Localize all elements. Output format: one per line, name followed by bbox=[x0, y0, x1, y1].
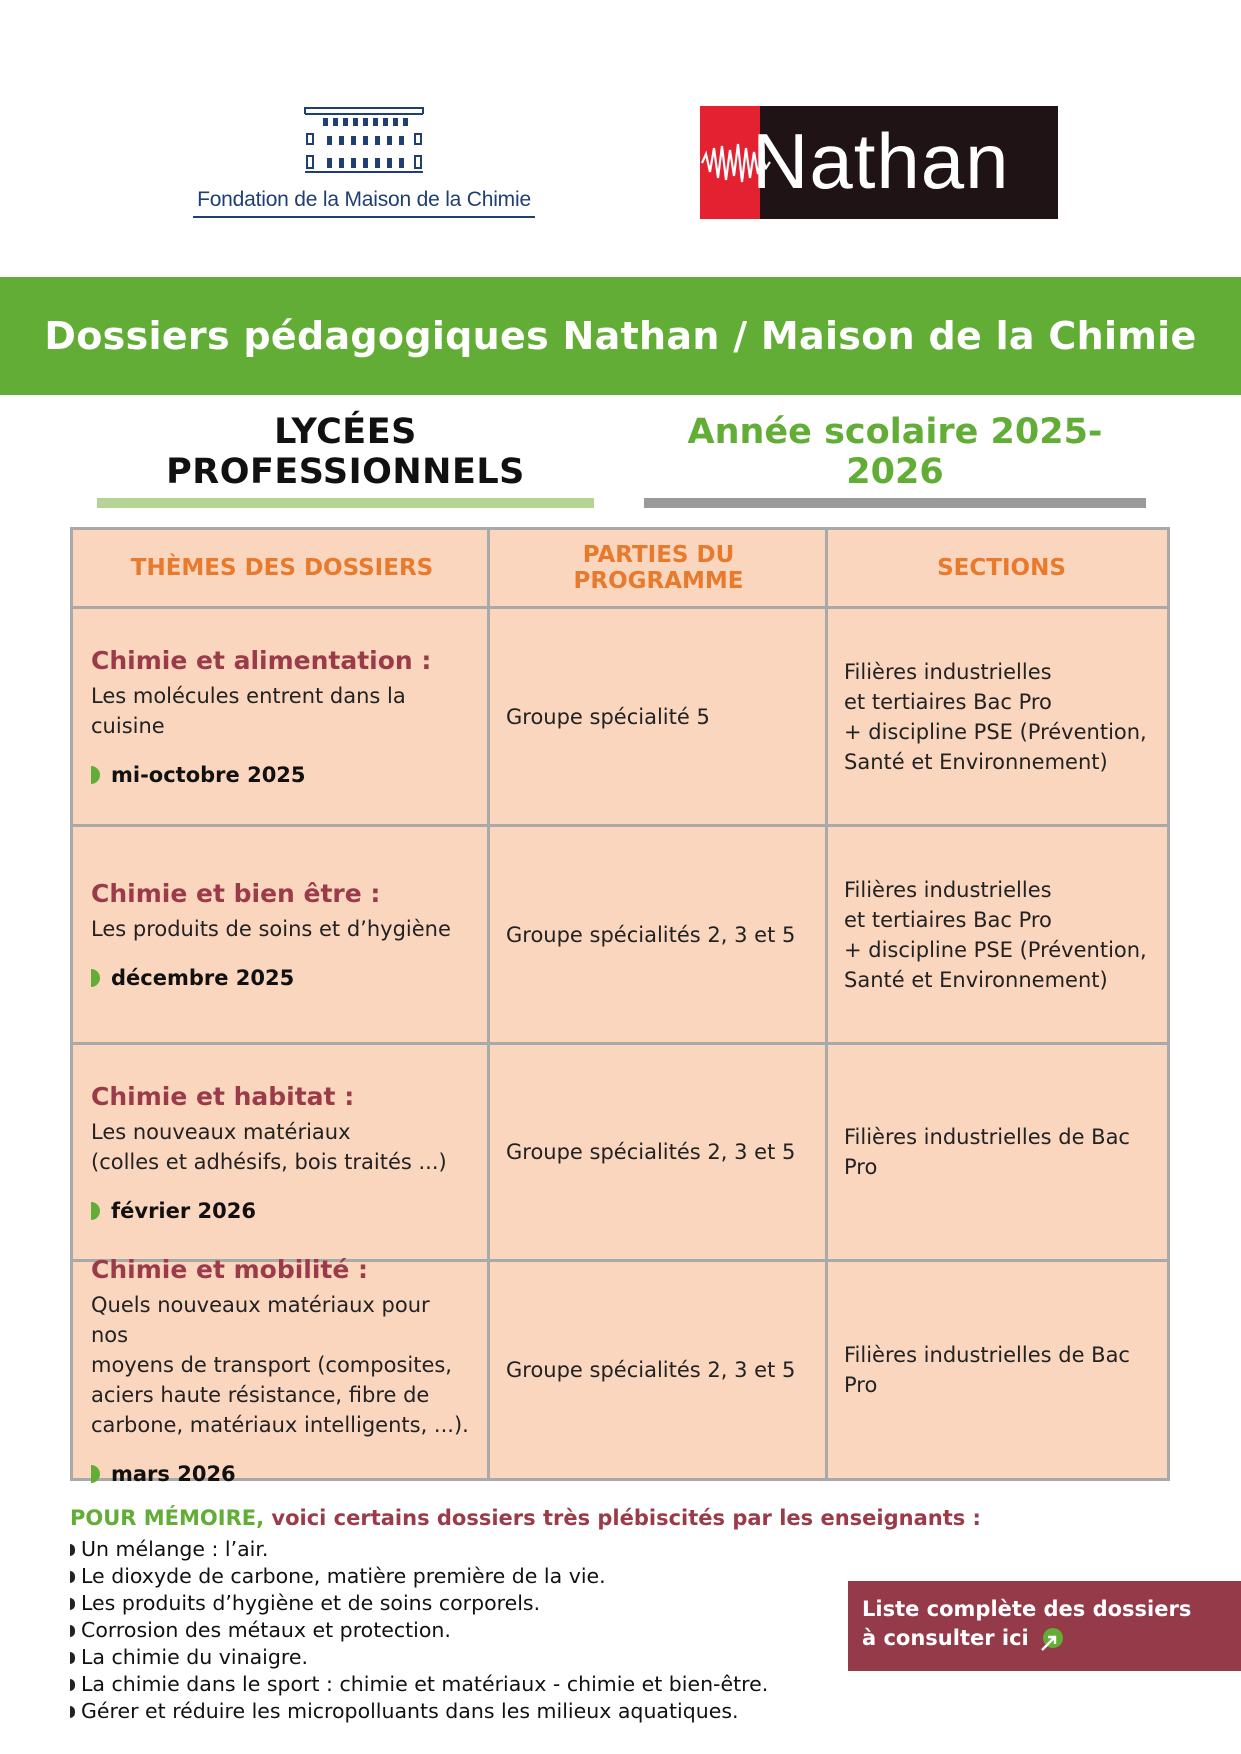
theme-title: Chimie et mobilité : bbox=[91, 1254, 369, 1284]
sections-cell: Filières industrielles de Bac Pro bbox=[825, 1045, 1167, 1259]
theme-title: Chimie et bien être : bbox=[91, 879, 381, 908]
date-marker-icon bbox=[91, 1202, 100, 1220]
bullet-icon bbox=[70, 1598, 75, 1610]
bullet-icon bbox=[70, 1706, 75, 1718]
nathan-logo bbox=[700, 106, 1058, 219]
theme-title: Chimie et habitat : bbox=[91, 1081, 355, 1111]
bullet-icon bbox=[70, 1571, 75, 1583]
list-item: Le dioxyde de carbone, matière première de la vie. bbox=[70, 1563, 768, 1590]
nathan-wordmark: Nathan bbox=[752, 117, 1010, 205]
list-item: La chimie du vinaigre. bbox=[70, 1644, 768, 1671]
sections-cell: Filières industrielles de Bac Pro bbox=[825, 1262, 1167, 1478]
page-title: Dossiers pédagogiques Nathan / Maison de la Chimie bbox=[44, 314, 1197, 358]
fondation-logo bbox=[193, 106, 535, 218]
theme-subtitle: Les produits de soins et d’hygiène bbox=[91, 917, 451, 941]
theme-date: mi-octobre 2025 bbox=[91, 763, 473, 787]
school-year-heading bbox=[644, 412, 1146, 508]
list-item: Gérer et réduire les micropolluants dans les milieux aquatiques. bbox=[70, 1698, 768, 1725]
theme-subtitle: Les molécules entrent dans la cuisine bbox=[91, 684, 406, 738]
header-cell-program: PARTIES DU PROGRAMME bbox=[487, 530, 825, 606]
theme-title: Chimie et alimentation : bbox=[91, 646, 432, 675]
theme-cell bbox=[73, 609, 487, 824]
program-cell: Groupe spécialités 2, 3 et 5 bbox=[487, 1045, 825, 1259]
popular-dossiers-list bbox=[70, 1536, 768, 1725]
theme-cell bbox=[73, 827, 487, 1042]
memo-heading bbox=[70, 1506, 981, 1530]
building-icon bbox=[303, 106, 425, 176]
header-cell-sections: SECTIONS bbox=[825, 530, 1167, 606]
dossiers-table bbox=[70, 527, 1170, 1486]
school-year-label: Année scolaire 2025-2026 bbox=[687, 412, 1103, 492]
sections-cell: Filières industrielles et tertiaires Bac Pro + discipline PSE (Prévention, Santé et Environnement) bbox=[825, 827, 1167, 1042]
list-item: Corrosion des métaux et protection. bbox=[70, 1617, 768, 1644]
school-year-underline bbox=[644, 498, 1146, 508]
date-marker-icon bbox=[91, 1465, 100, 1483]
list-item: Un mélange : l’air. bbox=[70, 1536, 768, 1563]
theme-date: mars 2026 bbox=[91, 1462, 473, 1486]
bullet-icon bbox=[70, 1625, 75, 1637]
table-row bbox=[73, 1042, 1167, 1259]
memo-lead: POUR MÉMOIRE, bbox=[70, 1506, 265, 1530]
program-cell: Groupe spécialités 2, 3 et 5 bbox=[487, 1262, 825, 1478]
date-marker-icon bbox=[91, 969, 100, 987]
date-marker-icon bbox=[91, 766, 100, 784]
memo-text: voici certains dossiers très plébiscités par les enseignants : bbox=[264, 1506, 981, 1530]
button-label-line1: Liste complète des dossiers bbox=[862, 1597, 1192, 1621]
table-row bbox=[73, 1254, 1167, 1486]
bullet-icon bbox=[70, 1679, 75, 1691]
theme-subtitle: Quels nouveaux matériaux pour nos moyens de transport (composites, aciers haute résistance, fibre de carbone, matériaux intelligents, ...). bbox=[91, 1292, 469, 1437]
theme-cell bbox=[73, 1045, 487, 1259]
program-cell: Groupe spécialités 2, 3 et 5 bbox=[487, 827, 825, 1042]
list-item: La chimie dans le sport : chimie et matériaux - chimie et bien-être. bbox=[70, 1671, 768, 1698]
bullet-icon bbox=[70, 1544, 75, 1556]
title-banner bbox=[0, 277, 1241, 395]
theme-date: décembre 2025 bbox=[91, 966, 473, 990]
bullet-icon bbox=[70, 1652, 75, 1664]
sections-cell: Filières industrielles et tertiaires Bac Pro + discipline PSE (Prévention, Santé et Environnement) bbox=[825, 609, 1167, 824]
full-list-button[interactable] bbox=[848, 1581, 1241, 1671]
table-header-row bbox=[73, 530, 1167, 606]
audience-label: LYCÉES PROFESSIONNELS bbox=[166, 412, 525, 492]
table-row bbox=[73, 824, 1167, 1042]
table-row bbox=[73, 606, 1167, 824]
audience-heading bbox=[97, 412, 594, 508]
theme-date: février 2026 bbox=[91, 1199, 473, 1223]
theme-subtitle: Les nouveaux matériaux (colles et adhésifs, bois traités ...) bbox=[91, 1119, 447, 1174]
fondation-underline bbox=[193, 216, 535, 218]
theme-cell bbox=[73, 1254, 487, 1486]
arrow-link-icon bbox=[1039, 1626, 1065, 1652]
list-item: Les produits d’hygiène et de soins corporels. bbox=[70, 1590, 768, 1617]
audience-underline bbox=[97, 498, 594, 508]
button-label-line2: à consulter ici bbox=[862, 1624, 1241, 1653]
header-cell-themes: THÈMES DES DOSSIERS bbox=[130, 555, 434, 581]
fondation-name: Fondation de la Maison de la Chimie bbox=[197, 188, 531, 211]
program-cell: Groupe spécialité 5 bbox=[487, 609, 825, 824]
